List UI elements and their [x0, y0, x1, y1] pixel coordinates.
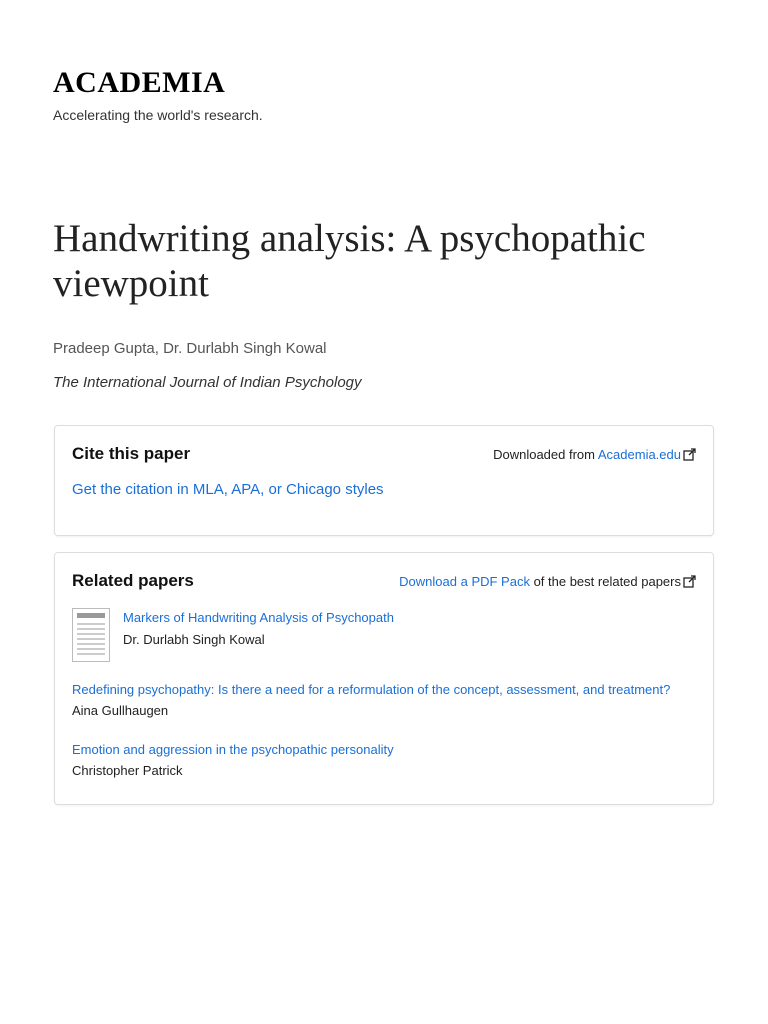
- get-citation-link[interactable]: Get the citation in MLA, APA, or Chicago styles: [72, 481, 384, 498]
- paper-journal: The International Journal of Indian Psychology: [53, 374, 362, 391]
- download-pdf-pack-link[interactable]: Download a PDF Pack: [399, 574, 530, 589]
- related-paper-author: Christopher Patrick: [72, 763, 183, 778]
- downloaded-from-label: Downloaded from: [493, 447, 598, 462]
- download-pdf-pack: [399, 574, 696, 589]
- related-paper-author: Aina Gullhaugen: [72, 703, 169, 718]
- academia-logo[interactable]: ACADEMIA: [53, 66, 226, 99]
- external-link-icon[interactable]: [683, 575, 696, 588]
- tagline: Accelerating the world's research.: [53, 107, 263, 123]
- academia-link[interactable]: Academia.edu: [597, 447, 681, 462]
- download-pdf-pack-suffix: of the best related papers: [529, 574, 681, 589]
- related-paper-title[interactable]: Markers of Handwriting Analysis of Psychopath: [123, 610, 394, 625]
- paper-authors: Pradeep Gupta, Dr. Durlabh Singh Kowal: [53, 340, 327, 357]
- related-paper-title[interactable]: Emotion and aggression in the psychopathic personality: [72, 742, 394, 757]
- cite-card: [54, 425, 714, 536]
- related-papers-card: [54, 552, 714, 805]
- external-link-icon[interactable]: [683, 448, 696, 461]
- cite-heading: Cite this paper: [72, 444, 191, 463]
- related-paper-author: Dr. Durlabh Singh Kowal: [123, 632, 265, 647]
- downloaded-from: [493, 447, 696, 462]
- paper-title: Handwriting analysis: A psychopathic viewpoint: [53, 217, 646, 305]
- related-paper-title[interactable]: Redefining psychopathy: Is there a need for a reformulation of the concept, assessment, and treatment?: [72, 682, 671, 697]
- paper-thumbnail[interactable]: [72, 608, 110, 662]
- related-heading: Related papers: [72, 571, 194, 590]
